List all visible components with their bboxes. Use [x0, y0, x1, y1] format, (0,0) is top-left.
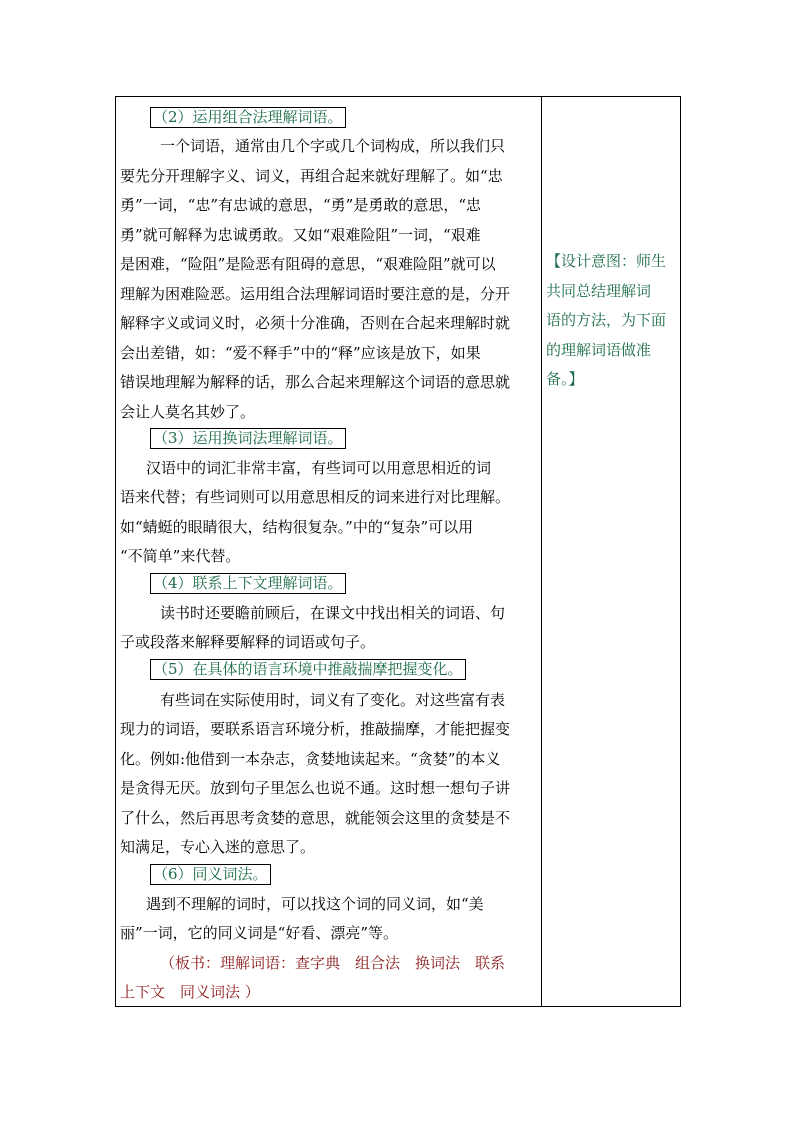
paragraph-line: 一个词语，通常由几个字或几个词构成，所以我们只: [160, 137, 506, 155]
paragraph-line: 汉语中的词汇非常丰富，有些词可以用意思相近的词: [146, 459, 492, 477]
paragraph-line: 读书时还要瞻前顾后，在课文中找出相关的词语、句: [160, 604, 506, 622]
section-heading-context: （4）联系上下文理解词语。: [150, 573, 346, 594]
paragraph-line: 是贪得无厌。放到句子里怎么也说不通。这时想一想句子讲: [120, 779, 511, 797]
paragraph-line: 要先分开理解字义、词义，再组合起来就好理解了。如“忠: [120, 167, 503, 185]
board-summary-line: 上下文 同义词法 ）: [120, 983, 260, 1001]
paragraph-line: 有些词在实际使用时，词义有了变化。对这些富有表: [160, 691, 506, 709]
design-note-line: 的理解词语做准: [546, 341, 652, 359]
paragraph-line: 会让人莫名其妙了。: [120, 403, 256, 421]
section-heading-synonym: （6）同义词法。: [150, 864, 271, 885]
paragraph-line: 化。例如:他借到一本杂志，贪婪地读起来。“贪婪”的本义: [120, 750, 501, 768]
lesson-table: [115, 96, 681, 1007]
design-note-line: 【设计意图：师生: [546, 252, 667, 270]
board-summary-line: （板书：理解词语：查字典 组合法 换词法 联系: [160, 954, 506, 972]
paragraph-line: 理解为困难险恶。运用组合法理解词语时要注意的是，分开: [120, 285, 511, 303]
section-heading-substitution: （3）运用换词法理解词语。: [150, 428, 346, 449]
design-note-line: 语的方法，为下面: [546, 311, 667, 329]
design-note-line: 备。】: [546, 370, 584, 388]
paragraph-line: 错误地理解为解释的话，那么合起来理解这个词语的意思就: [120, 373, 511, 391]
column-divider: [541, 97, 542, 1006]
section-heading-combination: （2）运用组合法理解词语。: [150, 107, 346, 128]
paragraph-line: 了什么，然后再思考贪婪的意思，就能领会这里的贪婪是不: [120, 809, 511, 827]
paragraph-line: 现力的词语，要联系语言环境分析，推敲揣摩，才能把握变: [120, 720, 511, 738]
paragraph-line: 如“蜻蜓的眼睛很大，结构很复杂。”中的“复杂”可以用: [120, 518, 474, 536]
design-note-line: 共同总结理解词: [546, 282, 652, 300]
paragraph-line: “不简单”来代替。: [120, 547, 241, 565]
paragraph-line: 勇”一词，“忠”有忠诚的意思，“勇”是勇敢的意思，“忠: [120, 196, 482, 214]
paragraph-line: 语来代替；有些词则可以用意思相反的词来进行对比理解。: [120, 488, 511, 506]
paragraph-line: 是困难，“险阻”是险恶有阻碍的意思，“艰难险阻”就可以: [120, 255, 496, 273]
paragraph-line: 遇到不理解的词时，可以找这个词的同义词，如“美: [146, 895, 484, 913]
paragraph-line: 知满足，专心入迷的意思了。: [120, 838, 316, 856]
paragraph-line: 丽”一词，它的同义词是“好看、漂亮”等。: [120, 924, 399, 942]
paragraph-line: 会出差错，如：“爱不释手”中的“释”应该是放下，如果: [120, 344, 481, 362]
paragraph-line: 解释字义或词义时，必须十分准确，否则在合起来理解时就: [120, 314, 511, 332]
paragraph-line: 子或段落来解释要解释的词语或句子。: [120, 633, 376, 651]
section-heading-language-environment: （5）在具体的语言环境中推敲揣摩把握变化。: [150, 659, 466, 680]
paragraph-line: 勇”就可解释为忠诚勇敢。又如“艰难险阻”一词，“艰难: [120, 226, 481, 244]
